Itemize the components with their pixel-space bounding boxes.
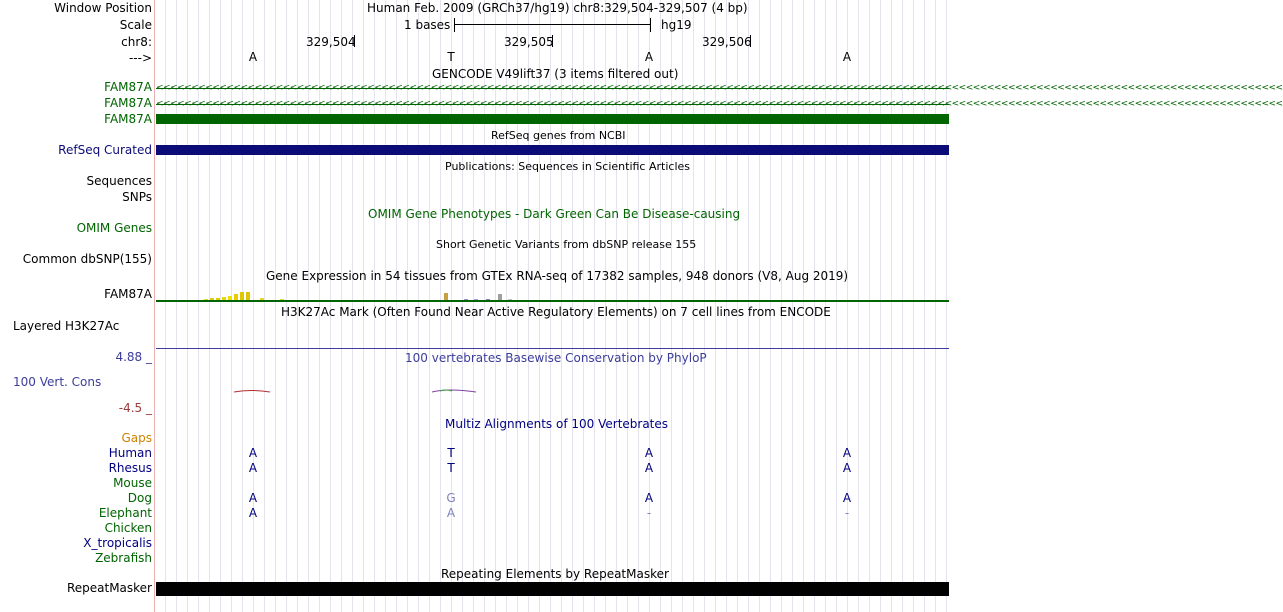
ruler-coord-3: 329,506: [702, 35, 752, 49]
multiz-base: A: [248, 491, 258, 505]
strand-arrows: <<<<<<<<<<<<<<<<<<<<<<<<<<<<<<<<<<<<<<<<<<<<<<<<<<<<<<<<<<<<<<<<<<<<<<<<<<<<<<<<<<<<<<<<<<<<<<<<<<<<<<<<<<<<<<<<<<<<<<<<<<<<<<<<<<<<<<<<<<<<<<<<<<<<<<<<<<<<<<<<: [156, 83, 1283, 93]
pubs-track-title: Publications: Sequences in Scientific Articles: [445, 160, 690, 173]
species-label-mouse[interactable]: Mouse: [113, 476, 152, 490]
window-position-label: Window Position: [54, 1, 152, 15]
sequences-label[interactable]: Sequences: [86, 174, 152, 188]
refseq-gene-bar[interactable]: [156, 145, 949, 155]
species-label-elephant[interactable]: Elephant: [98, 506, 152, 520]
gencode-transcript-3[interactable]: [156, 114, 949, 124]
refseq-label[interactable]: RefSeq Curated: [58, 143, 152, 157]
omim-label[interactable]: OMIM Genes: [76, 221, 152, 235]
strand-arrows: <<<<<<<<<<<<<<<<<<<<<<<<<<<<<<<<<<<<<<<<<<<<<<<<<<<<<<<<<<<<<<<<<<<<<<<<<<<<<<<<<<<<<<<<<<<<<<<<<<<<<<<<<<<<<<<<<<<<<<<<<<<<<<<<<<<<<<<<<<<<<<<<<<<<<<<<<<<<<<<<: [156, 99, 1283, 109]
multiz-base: A: [644, 491, 654, 505]
gencode-gene-label-1[interactable]: FAM87A: [104, 80, 152, 94]
species-label-xtropicalis[interactable]: X_tropicalis: [83, 536, 152, 550]
window-position-value: Human Feb. 2009 (GRCh37/hg19) chr8:329,504-329,507 (4 bp): [367, 1, 748, 15]
gtex-expression-bars[interactable]: [156, 288, 949, 302]
scale-label: Scale: [119, 18, 152, 32]
multiz-base: G: [446, 491, 456, 505]
phylop-label[interactable]: 100 Vert. Cons: [13, 375, 102, 389]
ruler-tick-2: [552, 35, 553, 47]
multiz-base: A: [248, 506, 258, 520]
gencode-gene-label-2[interactable]: FAM87A: [104, 96, 152, 110]
repeatmasker-element-bar[interactable]: [156, 582, 949, 596]
repeatmasker-track-title: Repeating Elements by RepeatMasker: [441, 567, 669, 581]
gencode-track-title: GENCODE V49lift37 (3 items filtered out): [432, 67, 679, 81]
gencode-gene-label-3[interactable]: FAM87A: [104, 112, 152, 126]
refseq-track-title: RefSeq genes from NCBI: [491, 129, 626, 142]
ruler-tick-1: [354, 35, 355, 47]
scale-bases: 1 bases: [404, 18, 451, 32]
species-label-chicken[interactable]: Chicken: [104, 521, 152, 535]
species-label-zebrafish[interactable]: Zebrafish: [95, 551, 152, 565]
ruler-coord-2: 329,505: [504, 35, 554, 49]
species-label-human[interactable]: Human: [108, 446, 152, 460]
ruler-tick-3: [750, 35, 751, 47]
species-label-dog[interactable]: Dog: [127, 491, 152, 505]
phylop-min-label: -4.5 _: [118, 401, 152, 415]
repeatmasker-label[interactable]: RepeatMasker: [66, 581, 152, 595]
phylop-signal[interactable]: [156, 386, 949, 398]
ruler-base-2: T: [447, 50, 455, 64]
ruler-base-1: A: [248, 50, 258, 64]
multiz-base: A: [248, 446, 258, 460]
gencode-transcript-2[interactable]: [156, 98, 1283, 110]
snps-label[interactable]: SNPs: [122, 190, 152, 204]
ruler-base-4: A: [842, 50, 852, 64]
ruler-coord-1: 329,504: [306, 35, 356, 49]
multiz-base: -: [844, 506, 850, 520]
gencode-transcript-1[interactable]: [156, 82, 1283, 94]
multiz-base: A: [644, 461, 654, 475]
omim-track-title: OMIM Gene Phenotypes - Dark Green Can Be Disease-causing: [368, 207, 741, 221]
multiz-base: A: [842, 461, 852, 475]
multiz-base: A: [842, 491, 852, 505]
multiz-base: -: [646, 506, 652, 520]
scale-bar: [454, 24, 651, 25]
phylop-max-label: 4.88 _: [115, 350, 152, 364]
scale-assembly: hg19: [661, 18, 692, 32]
multiz-base: A: [842, 446, 852, 460]
gtex-gene-label[interactable]: FAM87A: [104, 287, 152, 301]
ruler-base-3: A: [644, 50, 654, 64]
h3k27-signal-line: [156, 348, 949, 349]
multiz-base: A: [248, 461, 258, 475]
strand-label: --->: [128, 51, 152, 65]
multiz-base: A: [644, 446, 654, 460]
chrom-label: chr8:: [121, 35, 152, 49]
dbsnp-label[interactable]: Common dbSNP(155): [22, 252, 152, 266]
h3k27-label[interactable]: Layered H3K27Ac: [13, 319, 120, 333]
multiz-track-title: Multiz Alignments of 100 Vertebrates: [445, 417, 669, 431]
h3k27-track-title: H3K27Ac Mark (Often Found Near Active Regulatory Elements) on 7 cell lines from ENCODE: [281, 305, 831, 319]
dbsnp-track-title: Short Genetic Variants from dbSNP release 155: [436, 238, 697, 251]
gaps-label[interactable]: Gaps: [121, 431, 152, 445]
multiz-base: T: [447, 461, 455, 475]
phylop-track-title: 100 vertebrates Basewise Conservation by PhyloP: [405, 351, 707, 365]
gtex-track-title: Gene Expression in 54 tissues from GTEx RNA-seq of 17382 samples, 948 donors (V8, Aug 2019): [266, 269, 849, 283]
label-separator: [154, 0, 155, 612]
species-label-rhesus[interactable]: Rhesus: [108, 461, 152, 475]
multiz-base: A: [446, 506, 456, 520]
multiz-base: T: [447, 446, 455, 460]
